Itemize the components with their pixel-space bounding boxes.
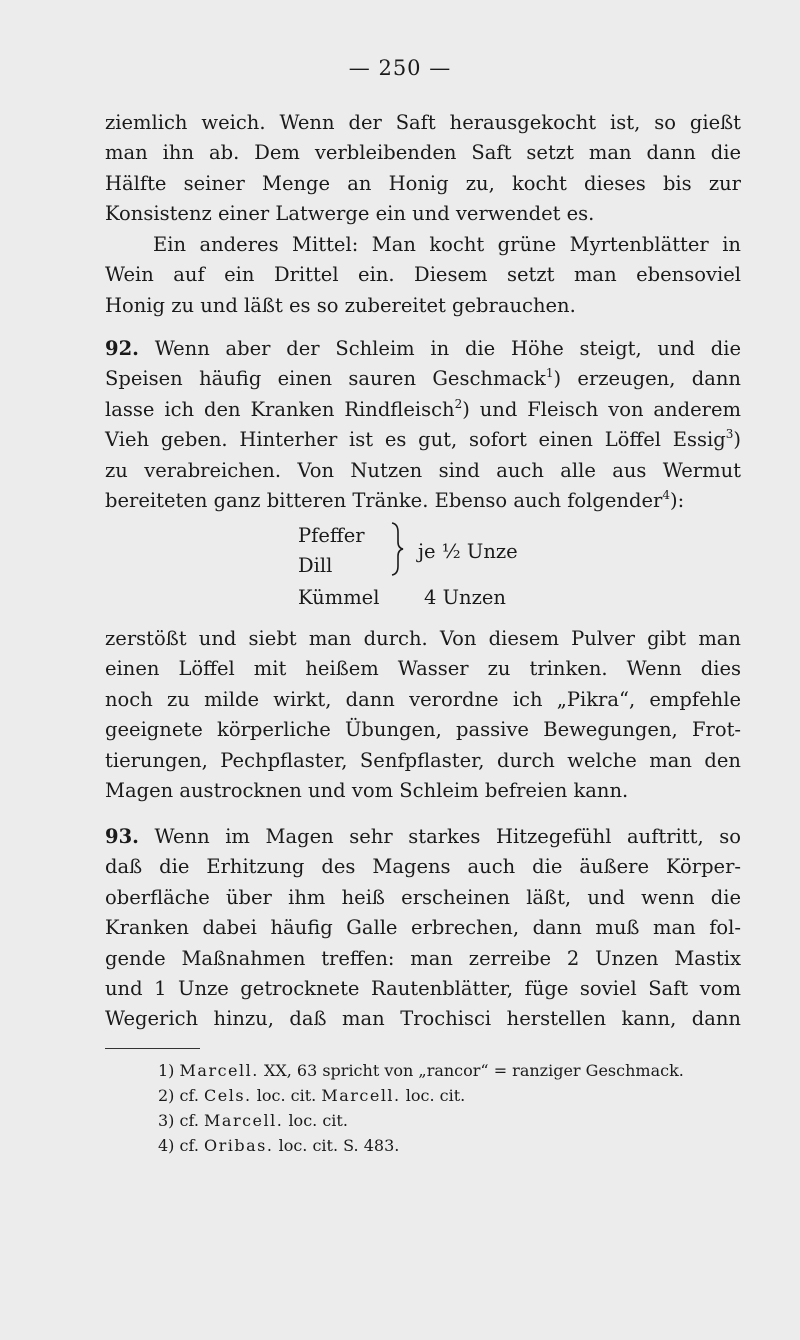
text-line: und 1 Unze getrocknete Rautenblätter, füge soviel Saft vom <box>105 976 741 1000</box>
section-number: 92. <box>105 337 139 360</box>
brace-icon <box>390 522 404 576</box>
page-number: — 250 — <box>348 56 452 80</box>
text-line: ziemlich weich. Wenn der Saft herausgekocht ist, so gießt <box>105 111 741 134</box>
text-line: zerstößt und siebt man durch. Von diesem Pulver gibt man <box>105 627 741 650</box>
text-line: Hälfte seiner Menge an Honig zu, kocht dieses bis zur <box>105 171 741 195</box>
text-line: gende Maßnahmen treffen: man zerreibe 2 Unzen Mastix <box>105 946 741 970</box>
text-line: man ihn ab. Dem verbleibenden Saft setzt man dann die <box>105 141 741 165</box>
section-93 <box>105 822 741 1035</box>
footnote-ref: 2 <box>454 396 463 411</box>
text-line: 93. Wenn im Magen sehr starkes Hitzegefühl auftritt, so <box>105 825 741 848</box>
text-line: lasse ich den Kranken Rindfleisch$^2$) und Fleisch von anderem <box>105 396 741 421</box>
text-line: zu verabreichen. Von Nutzen sind auch alle aus Wermut <box>105 458 741 482</box>
footnote-1: 1) Marcell. XX, 63 spricht von „rancor“ = ranziger Geschmack. <box>158 1061 684 1080</box>
text-line: Speisen häufig einen sauren Geschmack$^1$) erzeugen, dann <box>105 366 741 391</box>
text-line: oberfläche über ihm heiß erscheinen läßt, und wenn die <box>105 885 741 909</box>
footnote-ref: 3 <box>725 427 734 442</box>
ingredient-dill: Dill <box>298 554 333 577</box>
footnote-2: 2) cf. Cels. loc. cit. Marcell. loc. cit. <box>158 1086 466 1105</box>
footnote-4: 4) cf. Oribas. loc. cit. S. 483. <box>158 1136 400 1155</box>
text-line: Wein auf ein Drittel ein. Diesem setzt man ebensoviel <box>105 263 741 287</box>
caraway-amount: 4 Unzen <box>424 586 506 609</box>
footnote-rule <box>105 1048 200 1049</box>
paragraph-3 <box>105 624 741 806</box>
footnotes <box>158 1058 748 1158</box>
text-line: einen Löffel mit heißem Wasser zu trinken. Wenn dies <box>105 657 741 681</box>
text-line: Vieh geben. Hinterher ist es gut, sofort einen Löffel Essig$^3$) <box>105 427 741 452</box>
footnote-ref: 4 <box>662 487 670 502</box>
text-line: Magen austrocknen und vom Schleim befreien kann. <box>105 778 629 802</box>
text-line: Kranken dabei häufig Galle erbrechen, dann muß man fol- <box>105 916 741 940</box>
shared-amount: je ½ Unze <box>418 540 518 563</box>
text-line: Honig zu und läßt es so zubereitet gebrauchen. <box>105 293 576 317</box>
paragraph-1 <box>105 108 741 230</box>
text-line: geeignete körperliche Übungen, passive Bewegungen, Frot- <box>105 718 741 742</box>
text-line: Wegerich hinzu, daß man Trochisci herstellen kann, dann <box>105 1007 741 1031</box>
text-line: daß die Erhitzung des Magens auch die äußere Körper- <box>105 855 741 879</box>
text-line: Konsistenz einer Latwerge ein und verwendet es. <box>105 202 595 226</box>
section-number: 93. <box>105 825 139 848</box>
ingredient-pepper: Pfeffer <box>298 524 365 547</box>
section-92 <box>105 334 741 516</box>
paragraph-2 <box>105 230 741 321</box>
text-line: Ein anderes Mittel: Man kocht grüne Myrtenblätter in <box>153 233 741 256</box>
footnote-ref: 1 <box>545 366 554 381</box>
recipe-block <box>298 520 618 620</box>
text-line: bereiteten ganz bitteren Tränke. Ebenso auch folgender$^4$): <box>105 487 685 512</box>
footnote-3: 3) cf. Marcell. loc. cit. <box>158 1111 348 1130</box>
text-line: noch zu milde wirkt, dann verordne ich „Pikra“, empfehle <box>105 687 741 711</box>
ingredient-caraway: Kümmel <box>298 586 380 609</box>
text-line: 92. Wenn aber der Schleim in die Höhe steigt, und die <box>105 337 742 360</box>
text-line: tierungen, Pechpflaster, Senfpflaster, durch welche man den <box>105 748 741 772</box>
